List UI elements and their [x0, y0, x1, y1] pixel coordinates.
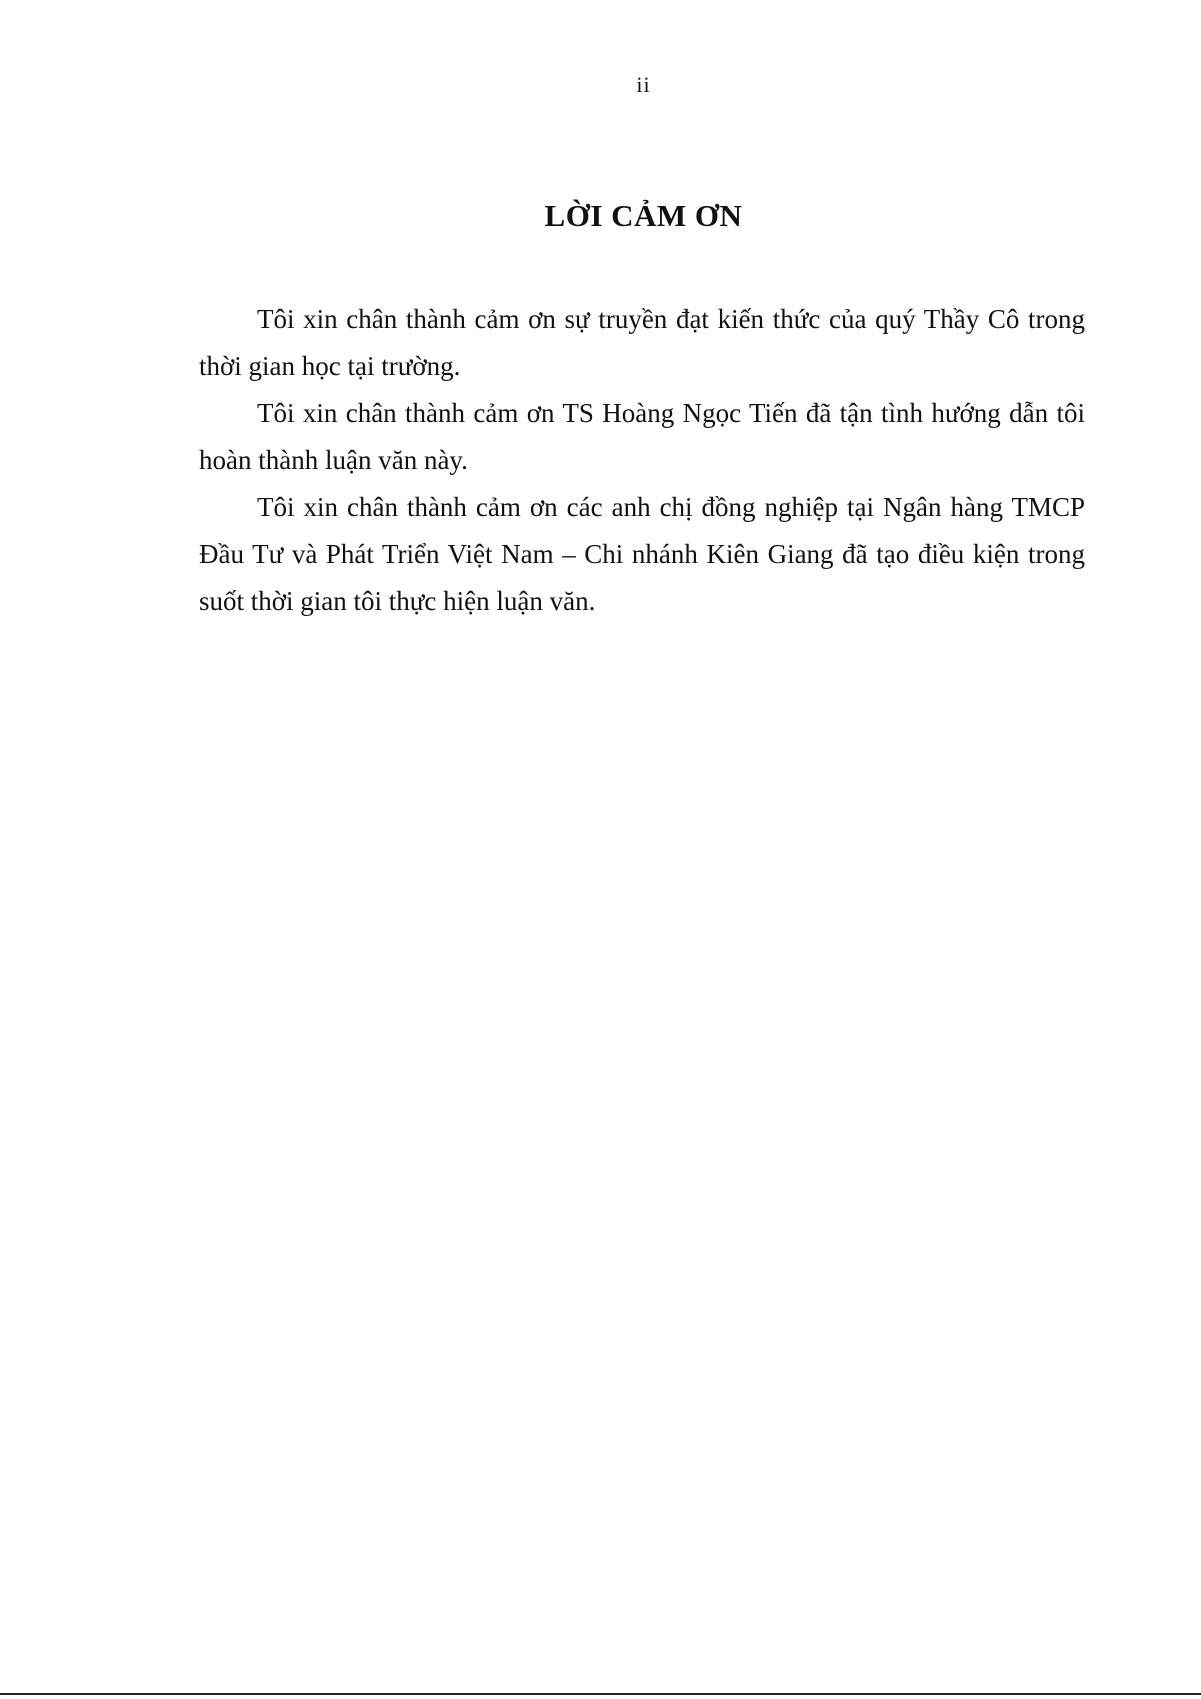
page-number: ii: [636, 72, 651, 97]
acknowledgement-body: [199, 296, 1085, 625]
paragraph-1: Tôi xin chân thành cảm ơn sự truyền đạt kiến thức của quý Thầy Cô trong thời gian học tại trường.: [199, 304, 1085, 381]
paragraph-2: Tôi xin chân thành cảm ơn TS Hoàng Ngọc Tiến đã tận tình hướng dẫn tôi hoàn thành luận văn này.: [199, 398, 1085, 475]
paragraph-3: Tôi xin chân thành cảm ơn các anh chị đồng nghiệp tại Ngân hàng TMCP Đầu Tư và Phát Triển Việt Nam – Chi nhánh Kiên Giang đã tạo điều kiện trong suốt thời gian tôi thực hiện luận văn.: [199, 492, 1085, 616]
page-title: LỜI CẢM ƠN: [544, 198, 743, 233]
page-bottom-edge: [0, 1693, 1201, 1695]
